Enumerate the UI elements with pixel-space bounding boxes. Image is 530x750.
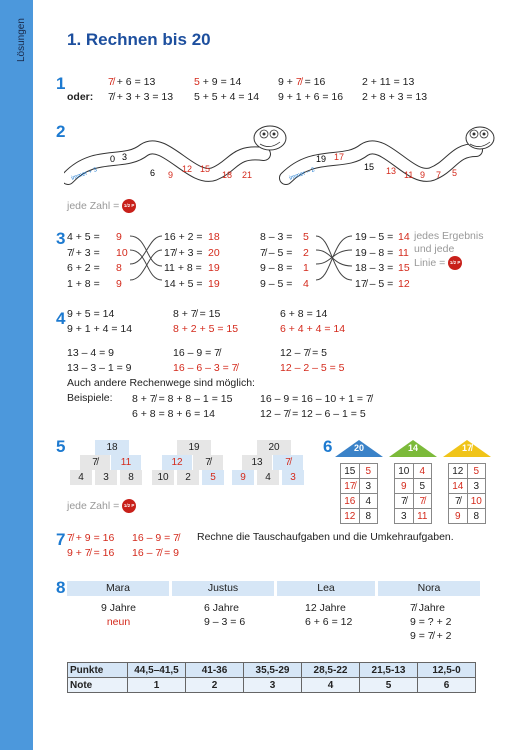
age-justus: 6 Jahre 9 – 3 = 6 <box>204 602 246 628</box>
page-title: 1. Rechnen bis 20 <box>67 30 211 49</box>
sidebar-label: Lösungen <box>16 18 27 62</box>
worm2-value: 9 <box>420 170 426 180</box>
house-3: 17̸ 12 5 14 3 7̸ 10 9 8 <box>443 440 491 524</box>
worm1-label: immer + 3 <box>70 167 98 182</box>
task1-alt-a: 7̸ + 3 + 3 = 13 <box>108 91 174 103</box>
task4-col3: 6 + 8 = 14 6 + 4 + 4 = 14 <box>280 308 346 335</box>
task-number-8: 8 <box>56 578 66 597</box>
task1-alt-c: 9 + 1 + 6 = 16 <box>278 91 344 103</box>
sidebar-strip <box>0 0 33 750</box>
worm-note: jede Zahl = 1/2 P <box>67 199 135 212</box>
task1-eq-c: 9 + 7̸ = 16 <box>278 76 326 88</box>
worm1-value: 0 <box>110 154 116 164</box>
worm1-value: 18 <box>222 170 233 180</box>
age-lea: 12 Jahre 6 + 6 = 12 <box>305 602 353 628</box>
house-1-roof: 20 <box>353 443 364 453</box>
house-2: 14 10 4 9 5 7̸ 7̸ 3 11 <box>389 440 437 524</box>
task-number-3: 3 <box>56 229 66 248</box>
worm1-value: 15 <box>200 164 211 174</box>
task4-col2b: 16 – 9 = 7̸ 16 – 6 – 3 = 7̸ <box>173 347 238 374</box>
worm2-value: 17 <box>334 152 345 162</box>
worm2-value: 7 <box>436 170 442 180</box>
task3-right-terms: 8 – 3 = 7̸ – 5 = 9 – 8 = 9 – 5 = <box>260 231 293 290</box>
pyramid-1: 18 7̸ 11 4 3 8 <box>78 440 148 486</box>
task3-left-results: 18 20 19 19 <box>208 231 220 290</box>
task-number-4: 4 <box>56 309 66 328</box>
task7-col1: 7̸ + 9 = 16 9 + 7̸ = 16 <box>67 532 115 559</box>
task3-right-values: 5 2 1 4 <box>303 231 309 290</box>
number-worms <box>64 120 496 198</box>
grade-table: Punkte 44,5–41,5 41-36 35,5-29 28,5-22 21,5-13 12,5-0 Note 1 2 3 4 5 6 <box>67 662 476 693</box>
task7-col2: 16 – 9 = 7̸ 16 – 7̸ = 9 <box>132 532 179 559</box>
task1-eq-a: 7̸ + 6 = 13 <box>108 76 156 88</box>
task4-col1b: 13 – 4 = 9 13 – 3 – 1 = 9 <box>67 347 132 374</box>
worm1-value: 3 <box>122 152 128 162</box>
task3-left-mid: 16 + 2 = 17̸ + 3 = 11 + 8 = 14 + 5 = <box>164 231 203 290</box>
name-lea: Lea <box>277 581 375 596</box>
worm2-value: 5 <box>452 168 458 178</box>
age-mara: 9 Jahre neun <box>101 602 137 628</box>
task1-alt-d: 2 + 8 + 3 = 13 <box>362 91 428 103</box>
task-number-1: 1 <box>56 74 66 93</box>
worm2-value: 11 <box>404 170 414 180</box>
worm1-value: 21 <box>242 170 253 180</box>
pyramid-note: jede Zahl = 1/2 P <box>67 499 135 512</box>
age-nora: 7̸ Jahre 9 = ? + 2 9 = 7̸ + 2 <box>410 602 452 642</box>
task4-col3b: 12 – 7̸ = 5 12 – 2 – 5 = 5 <box>280 347 345 374</box>
oder-label: oder: <box>67 91 94 103</box>
task4-examples-left: 8 + 7̸ = 8 + 8 – 1 = 15 6 + 8 = 8 + 6 = 14 <box>132 393 233 420</box>
task4-also-text: Auch andere Rechenwege sind möglich: <box>67 377 255 389</box>
worm2-value: 13 <box>386 166 397 176</box>
task3-note: jedes Ergebnis und jede Linie = 1/2 P <box>414 230 484 269</box>
task-number-2: 2 <box>56 122 66 141</box>
pyramid-3: 20 13 7̸ 9 4 3 <box>240 440 310 486</box>
task3-right-results: 14 11 15 12 <box>398 231 410 290</box>
task4-examples-right: 16 – 9 = 16 – 10 + 1 = 7̸ 12 – 7̸ = 12 – 6 – 1 = 5 <box>260 393 372 420</box>
note-label: Note <box>68 678 128 693</box>
name-justus: Justus <box>172 581 274 596</box>
name-nora: Nora <box>378 581 480 596</box>
worm2-label: immer – 2 <box>288 167 316 182</box>
task3-left-terms: 4 + 5 = 7̸ + 3 = 6 + 2 = 1 + 8 = <box>67 231 100 290</box>
task7-instruction: Rechne die Tauschaufgaben und die Umkehraufgaben. <box>197 531 454 543</box>
task4-col2: 8 + 7̸ = 15 8 + 2 + 5 = 15 <box>173 308 239 335</box>
task3-right-mid: 19 – 5 = 19 – 8 = 18 – 3 = 17̸ – 5 = <box>355 231 394 290</box>
worm1-value: 6 <box>150 168 156 178</box>
task-number-5: 5 <box>56 437 66 456</box>
worm1-value: 12 <box>182 164 193 174</box>
task1-eq-d: 2 + 11 = 13 <box>362 76 415 88</box>
task1-eq-b: 5 + 9 = 14 <box>194 76 242 88</box>
task1-alt-b: 5 + 5 + 4 = 14 <box>194 91 260 103</box>
house-2-roof: 14 <box>407 443 418 453</box>
pyramid-2: 19 12 7̸ 10 2 5 <box>160 440 230 486</box>
punkte-label: Punkte <box>68 663 128 678</box>
half-point-badge: 1/2 P <box>122 499 136 513</box>
worm1-value: 9 <box>168 170 174 180</box>
task-number-6: 6 <box>323 437 333 456</box>
house-1: 20 15 5 17̸ 3 16 4 12 8 <box>335 440 383 524</box>
task3-left-values: 9 10 8 9 <box>116 231 128 290</box>
name-mara: Mara <box>67 581 169 596</box>
half-point-badge: 1/2 P <box>448 256 462 270</box>
worm2-value: 15 <box>364 162 375 172</box>
task-number-7: 7 <box>56 530 66 549</box>
worm2-value: 19 <box>316 154 327 164</box>
house-3-roof: 17̸ <box>461 443 472 453</box>
task4-col1: 9 + 5 = 14 9 + 1 + 4 = 14 <box>67 308 133 335</box>
task4-beispiele-label: Beispiele: <box>67 392 113 404</box>
half-point-badge: 1/2 P <box>122 199 136 213</box>
